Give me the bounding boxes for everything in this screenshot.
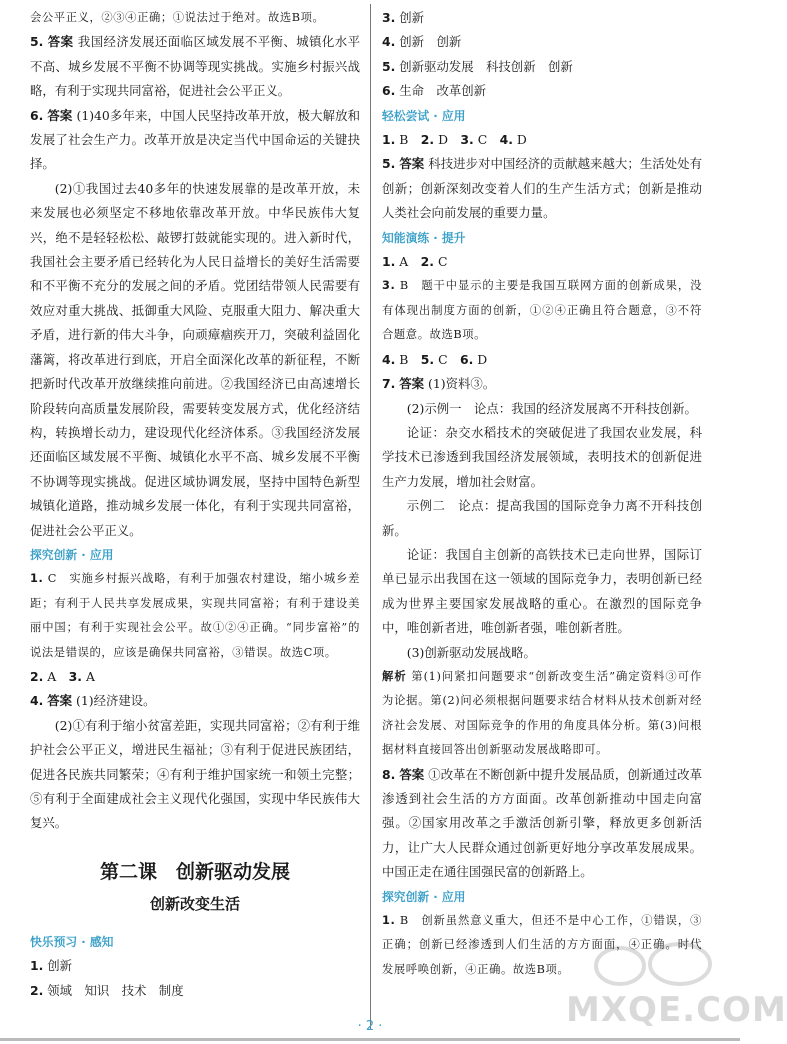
- practice-7-p6: (3)创新驱动发展战略。: [406, 644, 536, 660]
- practice-3: 3. B 题干中显示的主要是我国互联网方面的创新成果，没有体现出制度方面的创新，①②④正确且符合题意，③不符合题意。故选B项。: [382, 279, 702, 342]
- try-1-4: 1. B 2. D 3. C 4. D: [382, 132, 527, 148]
- explore-1: 1. C 实施乡村振兴战略，有利于加强农村建设，缩小城乡差距；有利于人民共享发展成果，实现共同富裕；有利于建设美丽中国；有利于实现社会公平。故①②④正确。“同步富裕”的说法是错误的，应该是确保共同富裕，③错误。故选C项。: [30, 572, 360, 659]
- practice-7-p5: 论证：我国自主创新的高铁技术已走向世界，国际订单已显示出我国在这一领域的国际竞争力，表明创新已经成为世界主要国家发展战略的重心。在激烈的国际竞争中，唯创新者进，唯创新者强，唯创新者胜。: [382, 546, 702, 636]
- analysis: 解析 第(1)问紧扣问题要求“创新改变生活”确定资料③可作为论据。第(2)问必须根据问题要求结合材料从技术创新对经济社会发展、对国际竞争的作用的角度具体分析。第(3)问根据材料直接回答出创新驱动发展战略即可。: [382, 669, 702, 757]
- try-5: 5. 答案 科技进步对中国经济的贡献越来越大；生活处处有创新；创新深刻改变着人们的生产生活方式；创新是推动人类社会向前发展的重要力量。: [382, 156, 702, 221]
- column-divider: [370, 4, 371, 1030]
- explore-2-3: 2. A 3. A: [30, 668, 95, 684]
- section-heading-preview: 快乐预习 · 感知: [30, 934, 114, 949]
- practice-7-p4: 示例二 论点：提高我国的国际竞争力离不开科技创新。: [382, 498, 702, 538]
- page-number: · 2 ·: [357, 1019, 383, 1034]
- practice-7-p3: 论证：杂交水稻技术的突破促进了我国农业发展，科学技术已渗透到我国经济发展领域，表明技术的创新促进生产力发展，增加社会财富。: [382, 424, 702, 489]
- practice-4-6: 4. B 5. C 6. D: [382, 351, 488, 367]
- preview-1: 1. 创新: [30, 958, 73, 974]
- lesson-title: 第二课 创新驱动发展: [99, 860, 290, 883]
- bottom-rule: [0, 1038, 740, 1041]
- section-heading-try: 轻松尝试 · 应用: [382, 108, 466, 123]
- explore2-1: 1. B 创新虽然意义重大，但还不是中心工作，①错误，③正确；创新已经渗透到人们生活的方方面面，④正确。时代发展呼唤创新，④正确。故选B项。: [382, 914, 702, 976]
- practice-8: 8. 答案 ①改革在不断创新中提升发展品质，创新通过改革渗透到社会生活的方方面面。改革创新推动中国走向富强。②国家用改革之手激活创新引擎，释放更多创新活力，让广大人民群众通过创新更好地分享改革发展成果。中国正走在通往国强民富的创新路上。: [382, 766, 702, 880]
- section-heading-explore: 探究创新 · 应用: [30, 547, 114, 562]
- answer-6-part2: (2)①我国过去40多年的快速发展靠的是改革开放，未来发展也必须坚定不移地依靠改革开放。中华民族伟大复兴，绝不是轻轻松松、敲锣打鼓就能实现的。进入新时代，我国社会主要矛盾已经转化为人民日益增长的美好生活需要和不平衡不充分的发展之间的矛盾。党团结带领人民需要有效应对重大挑战、抵御重大风险、克服重大阻力、解决重大矛盾，进行新的伟大斗争，向顽瘴痼疾开刀，突破利益固化藩篱，将改革进行到底，开启全面深化改革的新征程，不断把新时代改革开放继续推向前进。②我国经济已由高速增长阶段转向高质量发展阶段，需要转变发展方式，优化经济结构，转换增长动力，建设现代化经济体系。③我国经济发展还面临区域发展不平衡、城镇化水平不高、城乡发展不平衡不协调等现实挑战。促进区域协调发展，坚持中国特色新型城镇化道路，推动城乡发展一体化，有利于实现共同富裕，促进社会公平正义。: [30, 180, 360, 538]
- explore-4-part2: (2)①有利于缩小贫富差距，实现共同富裕；②有利于维护社会公平正义，增进民生福祉；③有利于促进民族团结，促进各民族共同繁荣；④有利于维护国家统一和领土完整；⑤有利于全面建成社会主义现代化强国，实现中华民族伟大复兴。: [30, 717, 360, 831]
- answer-5: 5. 答案 我国经济发展还面临区域发展不平衡、城镇化水平不高、城乡发展不平衡不协调等现实挑战。实施乡村振兴战略，有利于实现共同富裕，促进社会公平正义。: [30, 34, 361, 99]
- preview-2: 2. 领域 知识 技术 制度: [30, 982, 184, 998]
- explore-4: 4. 答案 (1)经济建设。: [30, 693, 156, 709]
- section-heading-practice: 知能演练 · 提升: [382, 230, 466, 245]
- practice-7: 7. 答案 (1)资料③。: [382, 376, 496, 392]
- practice-7-p2: (2)示例一 论点：我国的经济发展离不开科技创新。: [406, 400, 697, 416]
- right-column: [382, 6, 702, 982]
- lesson-subtitle: 创新改变生活: [149, 894, 240, 913]
- continued-text: 会公平正义，②③④正确；①说法过于绝对。故选B项。: [30, 11, 325, 24]
- preview-3: 3. 创新: [382, 10, 425, 25]
- preview-6: 6. 生命 改革创新: [382, 83, 487, 99]
- watermark-text: MXQE.COM: [566, 990, 787, 1030]
- practice-1-2: 1. A 2. C: [382, 254, 448, 270]
- left-column: [30, 6, 360, 1003]
- answer-6: 6. 答案 (1)40多年来，中国人民坚持改革开放，极大解放和发展了社会生产力。改革开放是决定当代中国命运的关键抉择。: [30, 107, 360, 172]
- preview-5: 5. 创新驱动发展 科技创新 创新: [382, 58, 573, 74]
- section-heading-explore-2: 探究创新 · 应用: [382, 889, 466, 904]
- preview-4: 4. 创新 创新: [382, 34, 462, 50]
